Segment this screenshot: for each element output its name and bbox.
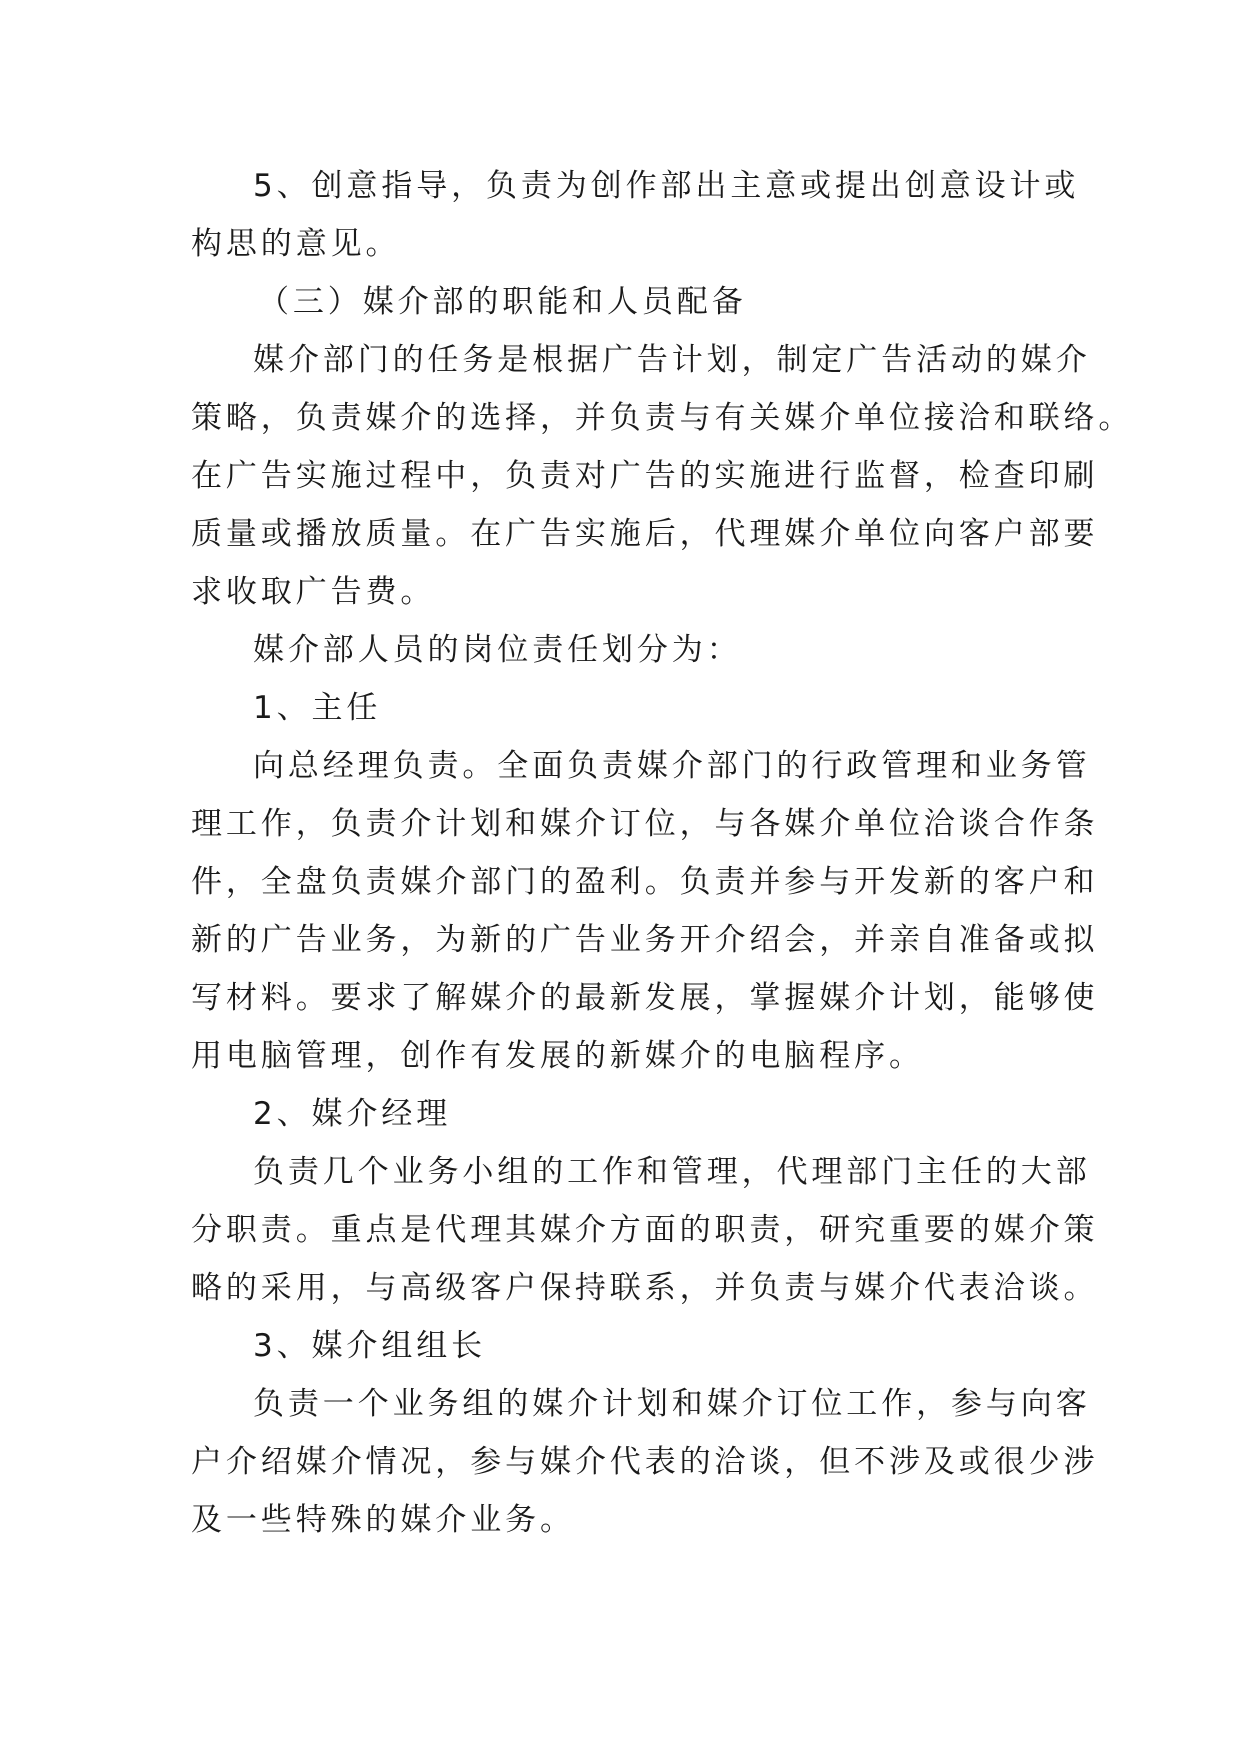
item-heading: 1、主任: [253, 690, 382, 726]
section-heading: （三）媒介部的职能和人员配备: [258, 284, 747, 320]
item-heading: 2、媒介经理: [253, 1096, 452, 1132]
paragraph-line: 媒介部门的任务是根据广告计划，制定广告活动的媒介: [253, 342, 1091, 378]
paragraph-line: 负责一个业务组的媒介计划和媒介订位工作，参与向客: [253, 1386, 1091, 1422]
item-heading: 3、媒介组组长: [253, 1328, 487, 1364]
paragraph-line: 件，全盘负责媒介部门的盈利。负责并参与开发新的客户和: [191, 864, 1099, 900]
paragraph-line: 用电脑管理，创作有发展的新媒介的电脑程序。: [191, 1038, 924, 1074]
paragraph-line: 写材料。要求了解媒介的最新发展，掌握媒介计划，能够使: [191, 980, 1099, 1016]
paragraph-line: 理工作，负责介计划和媒介订位，与各媒介单位洽谈合作条: [191, 806, 1099, 842]
paragraph-line: 新的广告业务，为新的广告业务开介绍会，并亲自准备或拟: [191, 922, 1099, 958]
paragraph-line: 质量或播放质量。在广告实施后，代理媒介单位向客户部要: [191, 516, 1099, 552]
paragraph-line: 分职责。重点是代理其媒介方面的职责，研究重要的媒介策: [191, 1212, 1099, 1248]
paragraph-line: 构思的意见。: [191, 226, 401, 262]
paragraph-line: 策略，负责媒介的选择，并负责与有关媒介单位接洽和联络。: [191, 400, 1134, 436]
paragraph-line: 向总经理负责。全面负责媒介部门的行政管理和业务管: [253, 748, 1091, 784]
paragraph-line: 及一些特殊的媒介业务。: [191, 1502, 575, 1538]
paragraph-line: 略的采用，与高级客户保持联系，并负责与媒介代表洽谈。: [191, 1270, 1099, 1306]
paragraph-line: 在广告实施过程中，负责对广告的实施进行监督，检查印刷: [191, 458, 1099, 494]
paragraph-line: 户介绍媒介情况，参与媒介代表的洽谈，但不涉及或很少涉: [191, 1444, 1099, 1480]
paragraph-line: 5、创意指导，负责为创作部出主意或提出创意设计或: [253, 168, 1080, 204]
paragraph-line: 媒介部人员的岗位责任划分为：: [253, 632, 742, 668]
paragraph-line: 负责几个业务小组的工作和管理，代理部门主任的大部: [253, 1154, 1091, 1190]
paragraph-line: 求收取广告费。: [191, 574, 436, 610]
